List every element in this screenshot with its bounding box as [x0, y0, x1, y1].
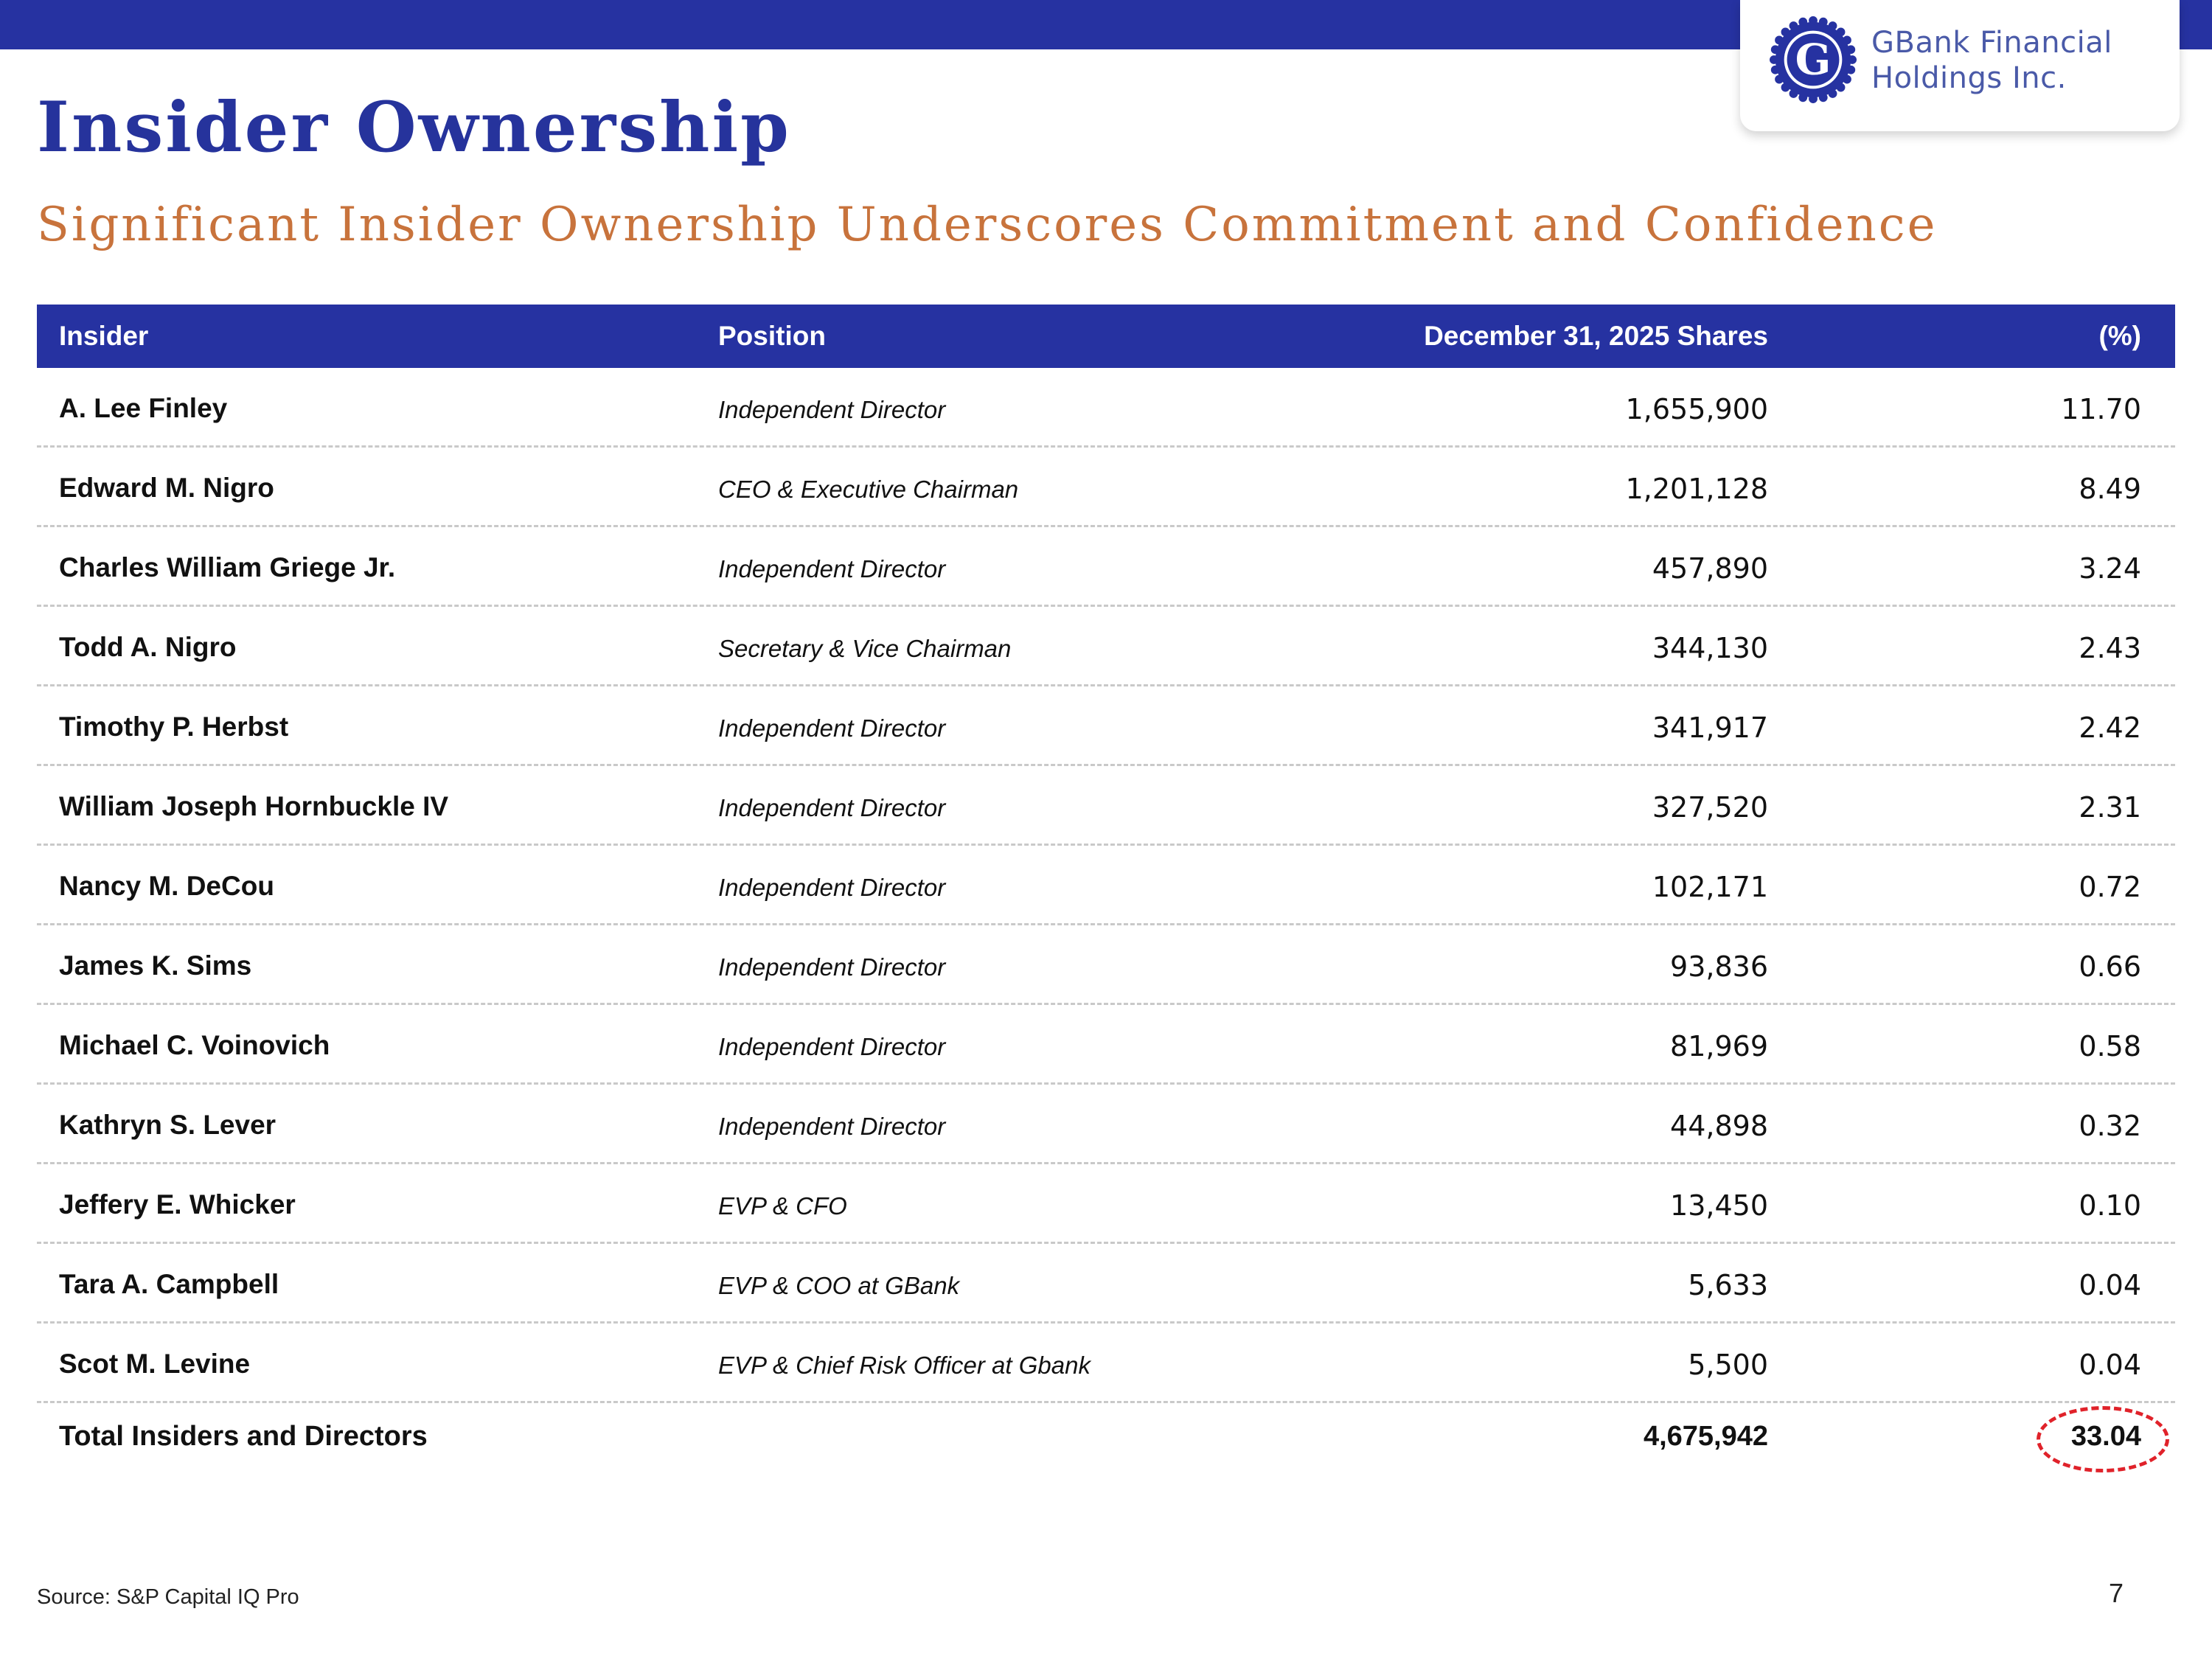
- position-cell: Independent Director: [718, 714, 946, 742]
- position-cell: Independent Director: [718, 794, 946, 821]
- percent-cell: 0.10: [2079, 1189, 2141, 1222]
- table-row: [37, 686, 2175, 766]
- table-row: [37, 1244, 2175, 1324]
- shares-cell: 5,633: [1688, 1269, 1768, 1301]
- table-row: [37, 846, 2175, 925]
- insider-ownership-table: [37, 305, 2175, 1477]
- position-cell: Independent Director: [718, 953, 946, 981]
- shares-cell: 1,655,900: [1625, 393, 1768, 425]
- insider-name: A. Lee Finley: [59, 393, 228, 423]
- table-row: [37, 925, 2175, 1005]
- percent-cell: 2.42: [2079, 712, 2141, 744]
- position-cell: Independent Director: [718, 874, 946, 901]
- seal-icon: [1770, 16, 1857, 103]
- table-row: [37, 1005, 2175, 1085]
- page-subtitle: Significant Insider Ownership Underscores Commitment and Confidence: [37, 198, 1938, 252]
- shares-cell: 93,836: [1670, 950, 1768, 983]
- insider-name: William Joseph Hornbuckle IV: [59, 791, 449, 821]
- position-cell: EVP & Chief Risk Officer at Gbank: [718, 1352, 1091, 1379]
- table-row: [37, 1085, 2175, 1164]
- table-body: [37, 368, 2175, 1403]
- shares-cell: 5,500: [1688, 1349, 1768, 1381]
- total-label: Total Insiders and Directors: [59, 1421, 428, 1452]
- total-percent: 33.04: [2070, 1421, 2141, 1452]
- percent-cell: 8.49: [2079, 473, 2141, 505]
- shares-cell: 44,898: [1670, 1110, 1768, 1142]
- position-cell: Independent Director: [718, 1033, 946, 1060]
- percent-cell: 2.43: [2079, 632, 2141, 664]
- logo-wordmark: [1871, 25, 2112, 96]
- source-note: Source: S&P Capital IQ Pro: [37, 1585, 299, 1609]
- header-insider: Insider: [59, 321, 149, 351]
- shares-cell: 344,130: [1652, 632, 1768, 664]
- position-cell: Independent Director: [718, 1113, 946, 1140]
- header-shares: December 31, 2025 Shares: [1424, 321, 1768, 351]
- seal-letter: G: [1795, 35, 1832, 85]
- insider-name: Charles William Griege Jr.: [59, 552, 396, 582]
- percent-cell: 0.66: [2079, 950, 2141, 983]
- insider-name: Nancy M. DeCou: [59, 871, 274, 901]
- percent-cell: 0.72: [2079, 871, 2141, 903]
- position-cell: Secretary & Vice Chairman: [718, 635, 1012, 662]
- shares-cell: 457,890: [1652, 552, 1768, 585]
- position-cell: Independent Director: [718, 396, 946, 423]
- table-row: [37, 607, 2175, 686]
- insider-name: Jeffery E. Whicker: [59, 1189, 296, 1220]
- header-percent: (%): [2098, 321, 2141, 351]
- total-row: [37, 1403, 2175, 1477]
- shares-cell: 102,171: [1652, 871, 1768, 903]
- percent-cell: 0.04: [2079, 1349, 2141, 1381]
- total-shares: 4,675,942: [1643, 1421, 1768, 1452]
- table-row: [37, 368, 2175, 448]
- insider-name: Scot M. Levine: [59, 1349, 251, 1379]
- page-title: Insider Ownership: [37, 87, 791, 168]
- position-cell: EVP & COO at GBank: [718, 1272, 960, 1299]
- table-row: [37, 1164, 2175, 1244]
- position-cell: CEO & Executive Chairman: [718, 476, 1019, 503]
- percent-cell: 11.70: [2061, 393, 2141, 425]
- position-cell: Independent Director: [718, 555, 946, 582]
- insider-name: James K. Sims: [59, 950, 252, 981]
- insider-name: Michael C. Voinovich: [59, 1030, 330, 1060]
- percent-cell: 3.24: [2079, 552, 2141, 585]
- shares-cell: 1,201,128: [1625, 473, 1768, 505]
- table-header: [37, 305, 2175, 368]
- table-row: [37, 766, 2175, 846]
- shares-cell: 327,520: [1652, 791, 1768, 824]
- percent-cell: 2.31: [2079, 791, 2141, 824]
- shares-cell: 81,969: [1670, 1030, 1768, 1062]
- insider-name: Edward M. Nigro: [59, 473, 274, 503]
- table-row: [37, 1324, 2175, 1403]
- percent-cell: 0.58: [2079, 1030, 2141, 1062]
- table-row: [37, 527, 2175, 607]
- shares-cell: 341,917: [1652, 712, 1768, 744]
- page-number: 7: [2109, 1578, 2124, 1608]
- insider-name: Timothy P. Herbst: [59, 712, 289, 742]
- shares-cell: 13,450: [1670, 1189, 1768, 1222]
- insider-name: Todd A. Nigro: [59, 632, 237, 662]
- percent-cell: 0.04: [2079, 1269, 2141, 1301]
- logo-line-2: Holdings Inc.: [1871, 61, 2067, 95]
- percent-cell: 0.32: [2079, 1110, 2141, 1142]
- logo-line-1: GBank Financial: [1871, 26, 2112, 60]
- company-logo: [1740, 0, 2180, 131]
- position-cell: EVP & CFO: [718, 1192, 847, 1220]
- insider-name: Tara A. Campbell: [59, 1269, 279, 1299]
- insider-name: Kathryn S. Lever: [59, 1110, 276, 1140]
- header-position: Position: [718, 321, 826, 351]
- table-row: [37, 448, 2175, 527]
